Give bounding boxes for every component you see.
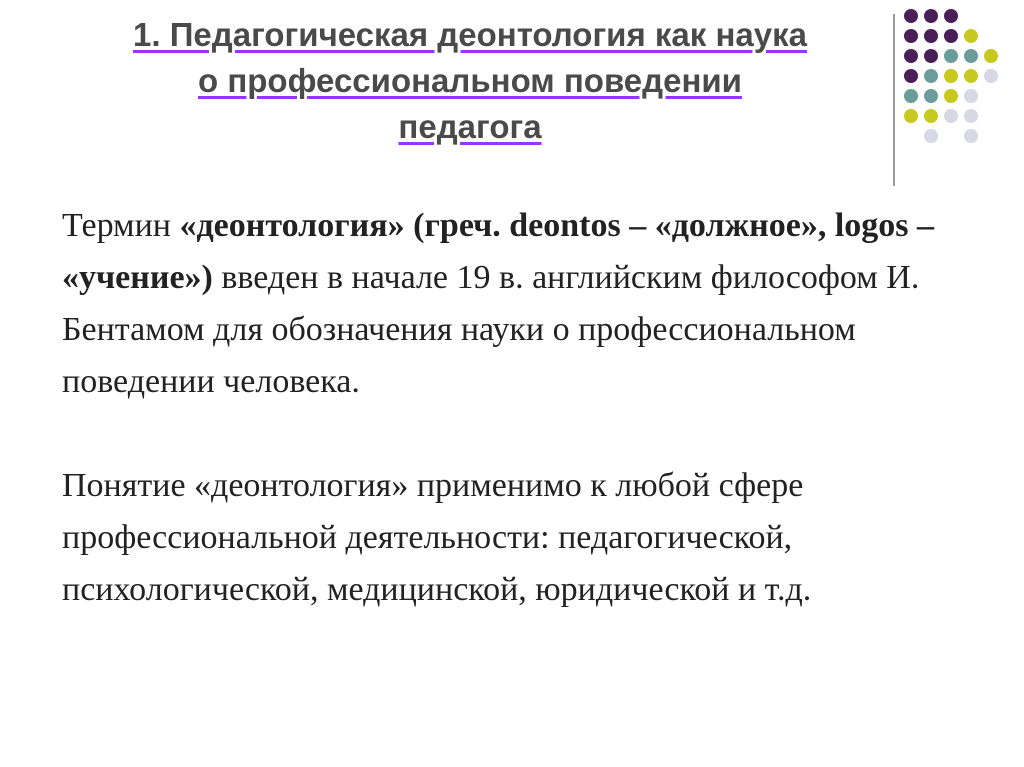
decor-dot-teal bbox=[904, 89, 918, 103]
decor-dot-olive bbox=[944, 69, 958, 83]
paragraph-definition-lead: Термин bbox=[62, 207, 180, 244]
decor-dot-teal bbox=[944, 49, 958, 63]
decor-dot-purple bbox=[944, 9, 958, 23]
decor-dot-teal bbox=[964, 49, 978, 63]
title-line-3: педагога bbox=[398, 108, 542, 145]
decor-dot-purple bbox=[944, 29, 958, 43]
paragraph-definition-bold: «деонтология» (греч. deontos – «должное», logos – «учение») bbox=[62, 207, 935, 296]
title-line-1: 1. Педагогическая деонтология как наука bbox=[133, 16, 807, 53]
decor-dot-lavender bbox=[984, 69, 998, 83]
decor-dot-purple bbox=[904, 9, 918, 23]
paragraph-applicability: Понятие «деонтология» применимо к любой сфере профессиональной деятельности: педагогической, психологической, медицинской, юридической и т.д. bbox=[62, 467, 812, 608]
slide-title bbox=[50, 12, 890, 150]
decor-dot-purple bbox=[924, 49, 938, 63]
paragraph-definition bbox=[62, 200, 982, 408]
paragraph-definition-rest: введен в начале 19 в. английским философом И. Бентамом для обозначения науки о профессиональном поведении человека. bbox=[62, 259, 920, 400]
decor-dot-teal bbox=[924, 69, 938, 83]
decorative-dot-grid bbox=[904, 9, 1004, 169]
decor-dot-lavender bbox=[964, 109, 978, 123]
decor-dot-teal bbox=[924, 89, 938, 103]
decor-dot-purple bbox=[924, 29, 938, 43]
decor-dot-purple bbox=[924, 9, 938, 23]
slide-body bbox=[62, 200, 982, 616]
decor-dot-lavender bbox=[944, 109, 958, 123]
decor-dot-olive bbox=[944, 89, 958, 103]
decor-dot-lavender bbox=[964, 89, 978, 103]
decor-dot-lavender bbox=[924, 129, 938, 143]
decor-dot-olive bbox=[924, 109, 938, 123]
decor-dot-olive bbox=[964, 69, 978, 83]
decor-dot-purple bbox=[904, 69, 918, 83]
title-line-2: о профессиональном поведении bbox=[198, 62, 742, 99]
decor-dot-olive bbox=[984, 49, 998, 63]
decor-dot-purple bbox=[904, 29, 918, 43]
decor-dot-olive bbox=[904, 109, 918, 123]
vertical-divider bbox=[893, 14, 895, 186]
decor-dot-lavender bbox=[964, 129, 978, 143]
decor-dot-purple bbox=[904, 49, 918, 63]
decor-dot-olive bbox=[964, 29, 978, 43]
